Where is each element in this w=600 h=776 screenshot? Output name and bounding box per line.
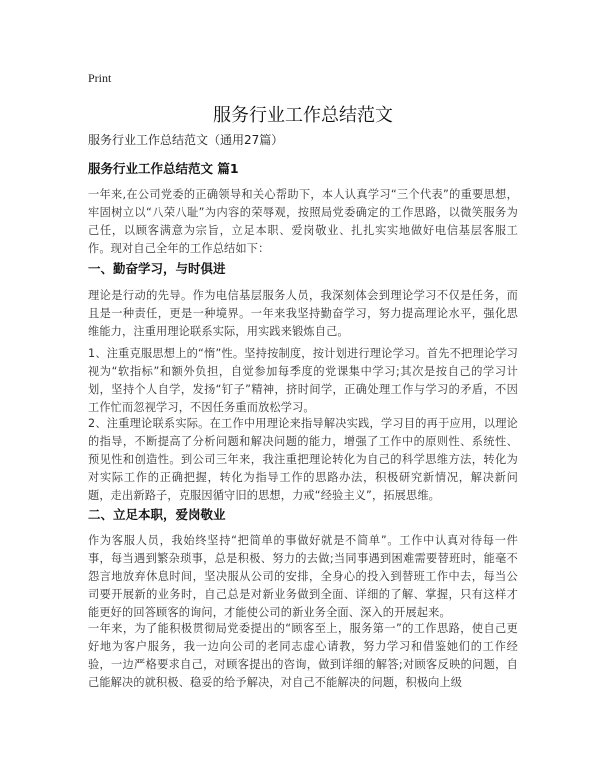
page-title: 服务行业工作总结范文: [213, 105, 393, 126]
paragraph-overcome-inertia: 1、注重克服思想上的“惰”性。坚持按制度，按计划进行理论学习。首先不把理论学习视为“软指标”和额外负担，自觉参加每季度的党课集中学习;其次是按自己的学习计划，坚持个人自学，发扬“钉子”精神，挤时间学，正确处理工作与学习的矛盾，不因工作忙而忽视学习，不因任务重而放松学习。: [88, 347, 518, 414]
document-subtitle: 服务行业工作总结范文（通用27篇）: [88, 133, 284, 147]
paragraph-theory: 理论是行动的先导。作为电信基层服务人员，我深刻体会到理论学习不仅是任务，而且是一种责任，更是一种境界。一年来我坚持勤奋学习，努力提高理论水平，强化思维能力，注重用理论联系实际，用实践来锻炼自己。: [88, 289, 518, 338]
intro-paragraph: 一年来,在公司党委的正确领导和关心帮助下，本人认真学习“三个代表”的重要思想，牢固树立以“八荣八耻”为内容的荣辱观，按照局党委确定的工作思路，以微笑服务为己任，以顾客满意为宗旨，立足本职、爱岗敬业、扎扎实实地做好电信基层客服工作。现对自己全年的工作总结如下：: [88, 188, 518, 255]
heading-study: 一、勤奋学习，与时俱进: [88, 261, 226, 276]
section-heading: 服务行业工作总结范文 篇1: [88, 161, 239, 176]
heading-dedication: 二、立足本职，爱岗敬业: [88, 507, 226, 522]
paragraph-customer-service: 作为客服人员，我始终坚持“把简单的事做好就是不简单”。工作中认真对待每一件事，每当遇到繁杂琐事，总是积极、努力的去做;当同事遇到困难需要替班时，能毫不怨言地放弃休息时间，坚决服从公司的安排，全身心的投入到替班工作中去，每当公司要开展新的业务时，自己总是对新业务做到全面、详细的了解、掌握，只有这样才能更好的回答顾客的询问，才能使公司的新业务全面、深入的开展起来。: [88, 534, 518, 619]
paragraph-theory-practice: 2、注重理论联系实际。在工作中用理论来指导解决实践，学习目的再于应用，以理论的指导，不断提高了分析问题和解决问题的能力，增强了工作中的原则性、系统性、预见性和创造性。到公司三年来，我注重把理论转化为自己的科学思维方法，转化为对实际工作的正确把握，转化为指导工作的思路办法，积极研究新情况，解决新问题，走出新路子，克服因循守旧的思想，力戒“经验主义”，拓展思维。: [88, 417, 518, 502]
paragraph-customer-first: 一年来，为了能积极贯彻局党委提出的“顾客至上，服务第一”的工作思路，使自己更好地为客户服务，我一边向公司的老同志虚心请教，努力学习和借鉴她们的工作经验，一边严格要求自己，对顾客提出的咨询，做到详细的解答;对顾客反映的问题，自己能解决的就积极、稳妥的给予解决，对自己不能解决的问题，积极向上级: [88, 622, 518, 689]
print-link[interactable]: Print: [88, 71, 112, 85]
